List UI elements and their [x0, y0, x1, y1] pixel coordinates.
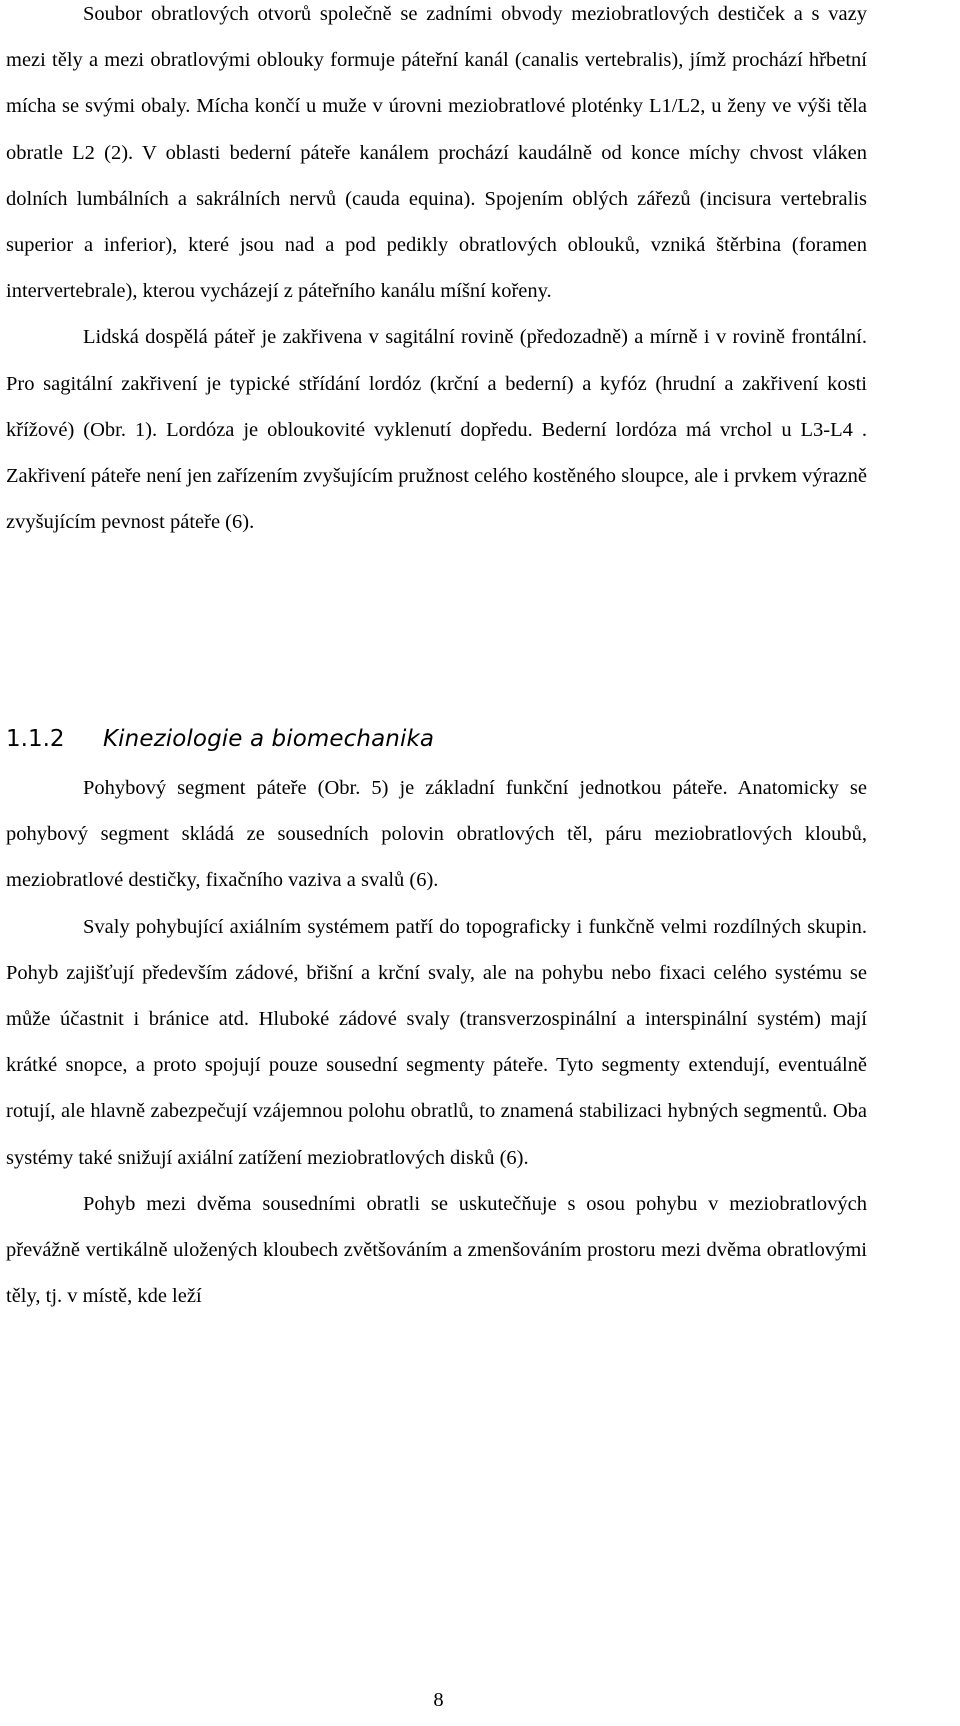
section-text-block — [6, 765, 867, 1319]
section-number: 1.1.2 — [6, 726, 65, 752]
page-number: 8 — [433, 1689, 444, 1711]
paragraph-motion-segment: Pohybový segment páteře (Obr. 5) je základní funkční jednotkou páteře. Anatomicky se pohybový segment skládá ze sousedních polovin obratlových těl, páru meziobratlových kloubů, meziobratlové destičky, fixačního vaziva a svalů (6). — [6, 777, 867, 892]
section-heading — [6, 717, 434, 761]
paragraph-spinal-canal: Soubor obratlových otvorů společně se zadními obvody meziobratlových destiček a s vazy mezi těly a mezi obratlovými oblouky formuje páteřní kanál (canalis vertebralis), jímž prochází hřbetní mícha se svými obaly. Mícha končí u muže v úrovni meziobratlové ploténky L1/L2, u ženy ve výši těla obratle L2 (2). V oblasti bederní páteře kanálem prochází kaudálně od konce míchy chvost vláken dolních lumbálních a sakrálních nervů (cauda equina). Spojením oblých zářezů (incisura vertebralis superior a inferior), které jsou nad a pod pedikly obratlových oblouků, vzniká štěrbina (foramen intervertebrale), kterou vycházejí z páteřního kanálu míšní kořeny. — [6, 3, 867, 303]
section-title: Kineziologie a biomechanika — [103, 726, 435, 752]
paragraph-spine-curvature: Lidská dospělá páteř je zakřivena v sagitální rovině (předozadně) a mírně i v rovině frontální. Pro sagitální zakřivení je typické střídání lordóz (krční a bederní) a kyfóz (hrudní a zakřivení kosti křížové) (Obr. 1). Lordóza je obloukovité vyklenutí dopředu. Bederní lordóza má vrchol u L3-L4 . Zakřivení páteře není jen zařízením zvyšujícím pružnost celého kostěného sloupce, ale i prvkem výrazně zvyšujícím pevnost páteře (6). — [6, 326, 867, 534]
paragraph-muscles: Svaly pohybující axiálním systémem patří do topograficky i funkčně velmi rozdílných skupin. Pohyb zajišťují především zádové, břišní a krční svaly, ale na pohybu nebo fixaci celého systému se může účastnit i bránice atd. Hluboké zádové svaly (transverzospinální a interspinální systém) mají krátké snopce, a proto spojují pouze sousední segmenty páteře. Tyto segmenty extendují, eventuálně rotují, ale hlavně zabezpečují vzájemnou polohu obratlů, to znamená stabilizaci hybných segmentů. Oba systémy také snižují axiální zatížení meziobratlových disků (6). — [6, 915, 867, 1169]
intro-text-block — [6, 0, 867, 545]
paragraph-vertebra-motion: Pohyb mezi dvěma sousedními obratli se uskutečňuje s osou pohybu v meziobratlových převážně vertikálně uložených kloubech zvětšováním a zmenšováním prostoru mezi dvěma obratlovými těly, tj. v místě, kde leží — [6, 1192, 867, 1308]
